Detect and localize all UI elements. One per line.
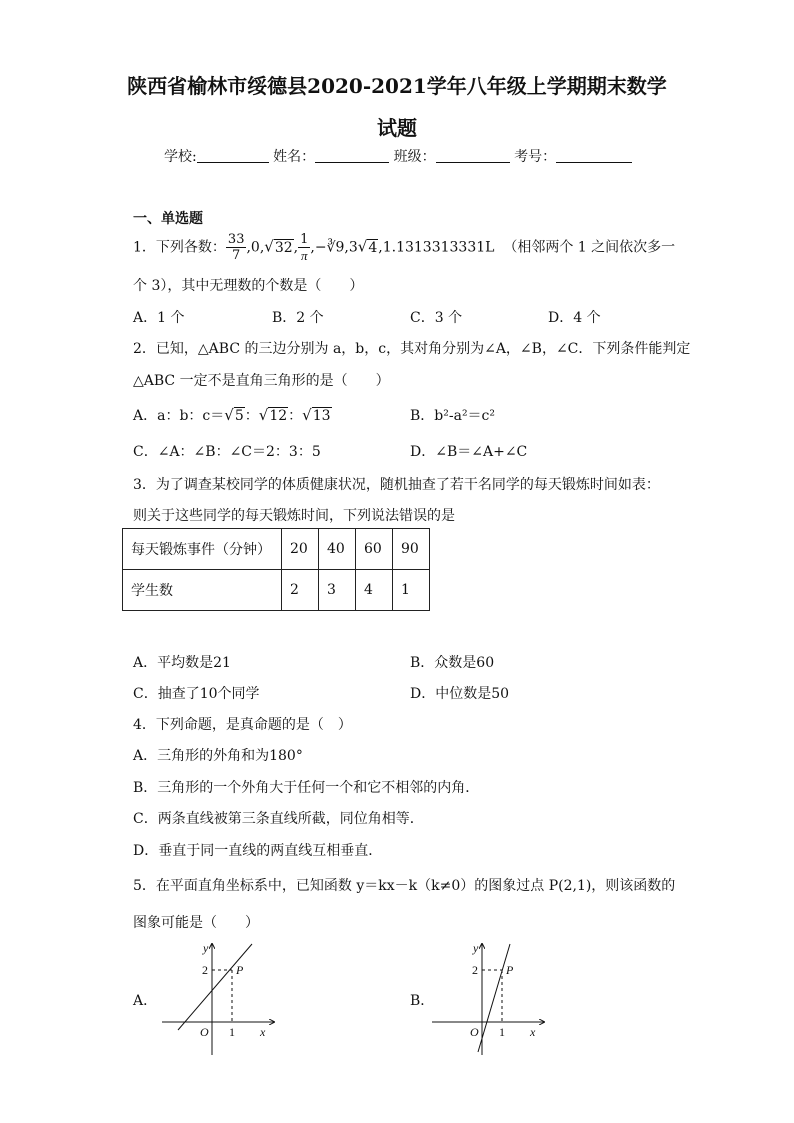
- point-p-label: P: [236, 963, 244, 977]
- q5-option-b-label[interactable]: B．: [410, 993, 435, 1009]
- tick-label-2: 2: [472, 963, 478, 977]
- class-label: 班级：: [393, 149, 436, 165]
- doc-title-line1: 陕西省榆林市绥德县2020-2021学年八年级上学期期末数学: [127, 74, 667, 98]
- q1-option-c[interactable]: C．3 个: [410, 310, 463, 326]
- q5-graph-b[interactable]: [430, 940, 560, 1060]
- q1-option-a[interactable]: A．1 个: [133, 310, 185, 326]
- q2-line2: △ABC 一定不是直角三角形的是（ ）: [133, 373, 390, 389]
- q2-option-b[interactable]: B．b²-a²＝c²: [410, 408, 496, 424]
- table-cell: 3: [319, 570, 356, 611]
- name-blank[interactable]: [315, 148, 389, 163]
- y-axis-label: y: [473, 941, 479, 955]
- table-cell: 1: [393, 570, 430, 611]
- tick-label-2: 2: [202, 963, 208, 977]
- q3-line2: 则关于这些同学的每天锻炼时间，下列说法错误的是: [133, 508, 455, 524]
- school-blank[interactable]: [197, 148, 269, 163]
- exercise-time-table: [122, 528, 430, 611]
- student-info: [164, 146, 632, 166]
- exam-no-label: 考号：: [514, 149, 557, 165]
- point-p-label: P: [506, 963, 514, 977]
- q3-line1: 3．为了调查某校同学的体质健康状况，随机抽查了若干名同学的每天锻炼时间如表：: [133, 477, 660, 493]
- y-axis-label: y: [203, 941, 209, 955]
- q1-option-b[interactable]: B．2 个: [272, 310, 324, 326]
- q1-note: （相邻两个 1 之间依次多一: [503, 239, 676, 256]
- q2-line1: 2．已知，△ABC 的三边分别为 a，b，c，其对角分别为∠A，∠B，∠C．下列条件能判定: [133, 341, 691, 357]
- tick-label-1: 1: [499, 1025, 505, 1039]
- origin-label: O: [470, 1025, 479, 1039]
- q5-option-a-label[interactable]: A．: [133, 993, 158, 1009]
- q1-sqrt32: 32: [274, 239, 293, 256]
- q4-option-c[interactable]: C．两条直线被第三条直线所截，同位角相等．: [133, 811, 424, 827]
- q5-line2: 图象可能是（ ）: [133, 915, 259, 931]
- table-cell: 40: [319, 529, 356, 570]
- q4-option-b[interactable]: B．三角形的一个外角大于任何一个和它不相邻的内角．: [133, 780, 480, 796]
- table-cell: 60: [356, 529, 393, 570]
- table-cell: 4: [356, 570, 393, 611]
- x-axis-label: x: [260, 1025, 266, 1039]
- q2-option-c[interactable]: C．∠A：∠B：∠C＝2：3：5: [133, 444, 321, 460]
- table-cell: 90: [393, 529, 430, 570]
- tick-label-1: 1: [229, 1025, 235, 1039]
- exam-no-blank[interactable]: [556, 148, 632, 163]
- q1-option-d[interactable]: D．4 个: [548, 310, 601, 326]
- origin-label: O: [200, 1025, 209, 1039]
- function-line: [478, 944, 510, 1052]
- q3-option-a[interactable]: A．平均数是21: [133, 655, 231, 671]
- function-line: [178, 944, 252, 1030]
- section-heading: 一、单选题: [133, 211, 203, 227]
- table-cell: 2: [282, 570, 319, 611]
- school-label: 学校:: [164, 149, 197, 165]
- name-label: 姓名：: [273, 149, 316, 165]
- q1-line1: 1．下列各数： $\frac{33}{7}$ ,0,√32, $\frac{1}{\pi}$ ,−∛9,3√4,1.1313313331L （相邻两个 1 之间依次多一: [133, 232, 676, 263]
- q5-graph-a[interactable]: [160, 940, 290, 1060]
- q1-nums-a: ,0,: [246, 239, 265, 256]
- q4-option-a[interactable]: A．三角形的外角和为180°: [133, 748, 303, 764]
- doc-title-line2: 试题: [377, 116, 417, 140]
- q3-option-c[interactable]: C．抽查了10个同学: [133, 686, 260, 702]
- q5-line1: 5．在平面直角坐标系中，已知函数 y＝kx－k（k≠0）的图象过点 P(2,1)，则该函数的: [133, 878, 676, 894]
- table-cell: 20: [282, 529, 319, 570]
- q2-option-a[interactable]: A．a：b：c＝√5：√12：√13: [133, 406, 331, 424]
- q3-option-b[interactable]: B．众数是60: [410, 655, 495, 671]
- q1-tail: ,1.1313313331L: [378, 239, 495, 256]
- q2-option-d[interactable]: D．∠B＝∠A+∠C: [410, 444, 528, 460]
- q1-frac-33-7: $\frac{33}{7}$: [227, 232, 245, 263]
- q1-line2: 个 3），其中无理数的个数是（ ）: [133, 278, 364, 294]
- x-axis-label: x: [530, 1025, 536, 1039]
- q1-prefix: 1．下列各数：: [133, 239, 226, 256]
- table-row: [123, 529, 430, 570]
- q1-cbrt9: −∛9: [314, 239, 345, 256]
- table-row: [123, 570, 430, 611]
- class-blank[interactable]: [436, 148, 510, 163]
- q3-option-d[interactable]: D．中位数是50: [410, 686, 510, 702]
- q4-stem: 4．下列命题，是真命题的是（ ）: [133, 717, 352, 733]
- table-header-cell: 学生数: [123, 570, 282, 611]
- q1-frac-1-pi: $\frac{1}{\pi}$: [300, 232, 309, 263]
- q4-option-d[interactable]: D．垂直于同一直线的两直线互相垂直．: [133, 843, 383, 859]
- q1-sqrt4: 4: [368, 239, 378, 256]
- q1-nums-b: ,3: [344, 239, 358, 256]
- table-header-cell: 每天锻炼事件（分钟）: [123, 529, 282, 570]
